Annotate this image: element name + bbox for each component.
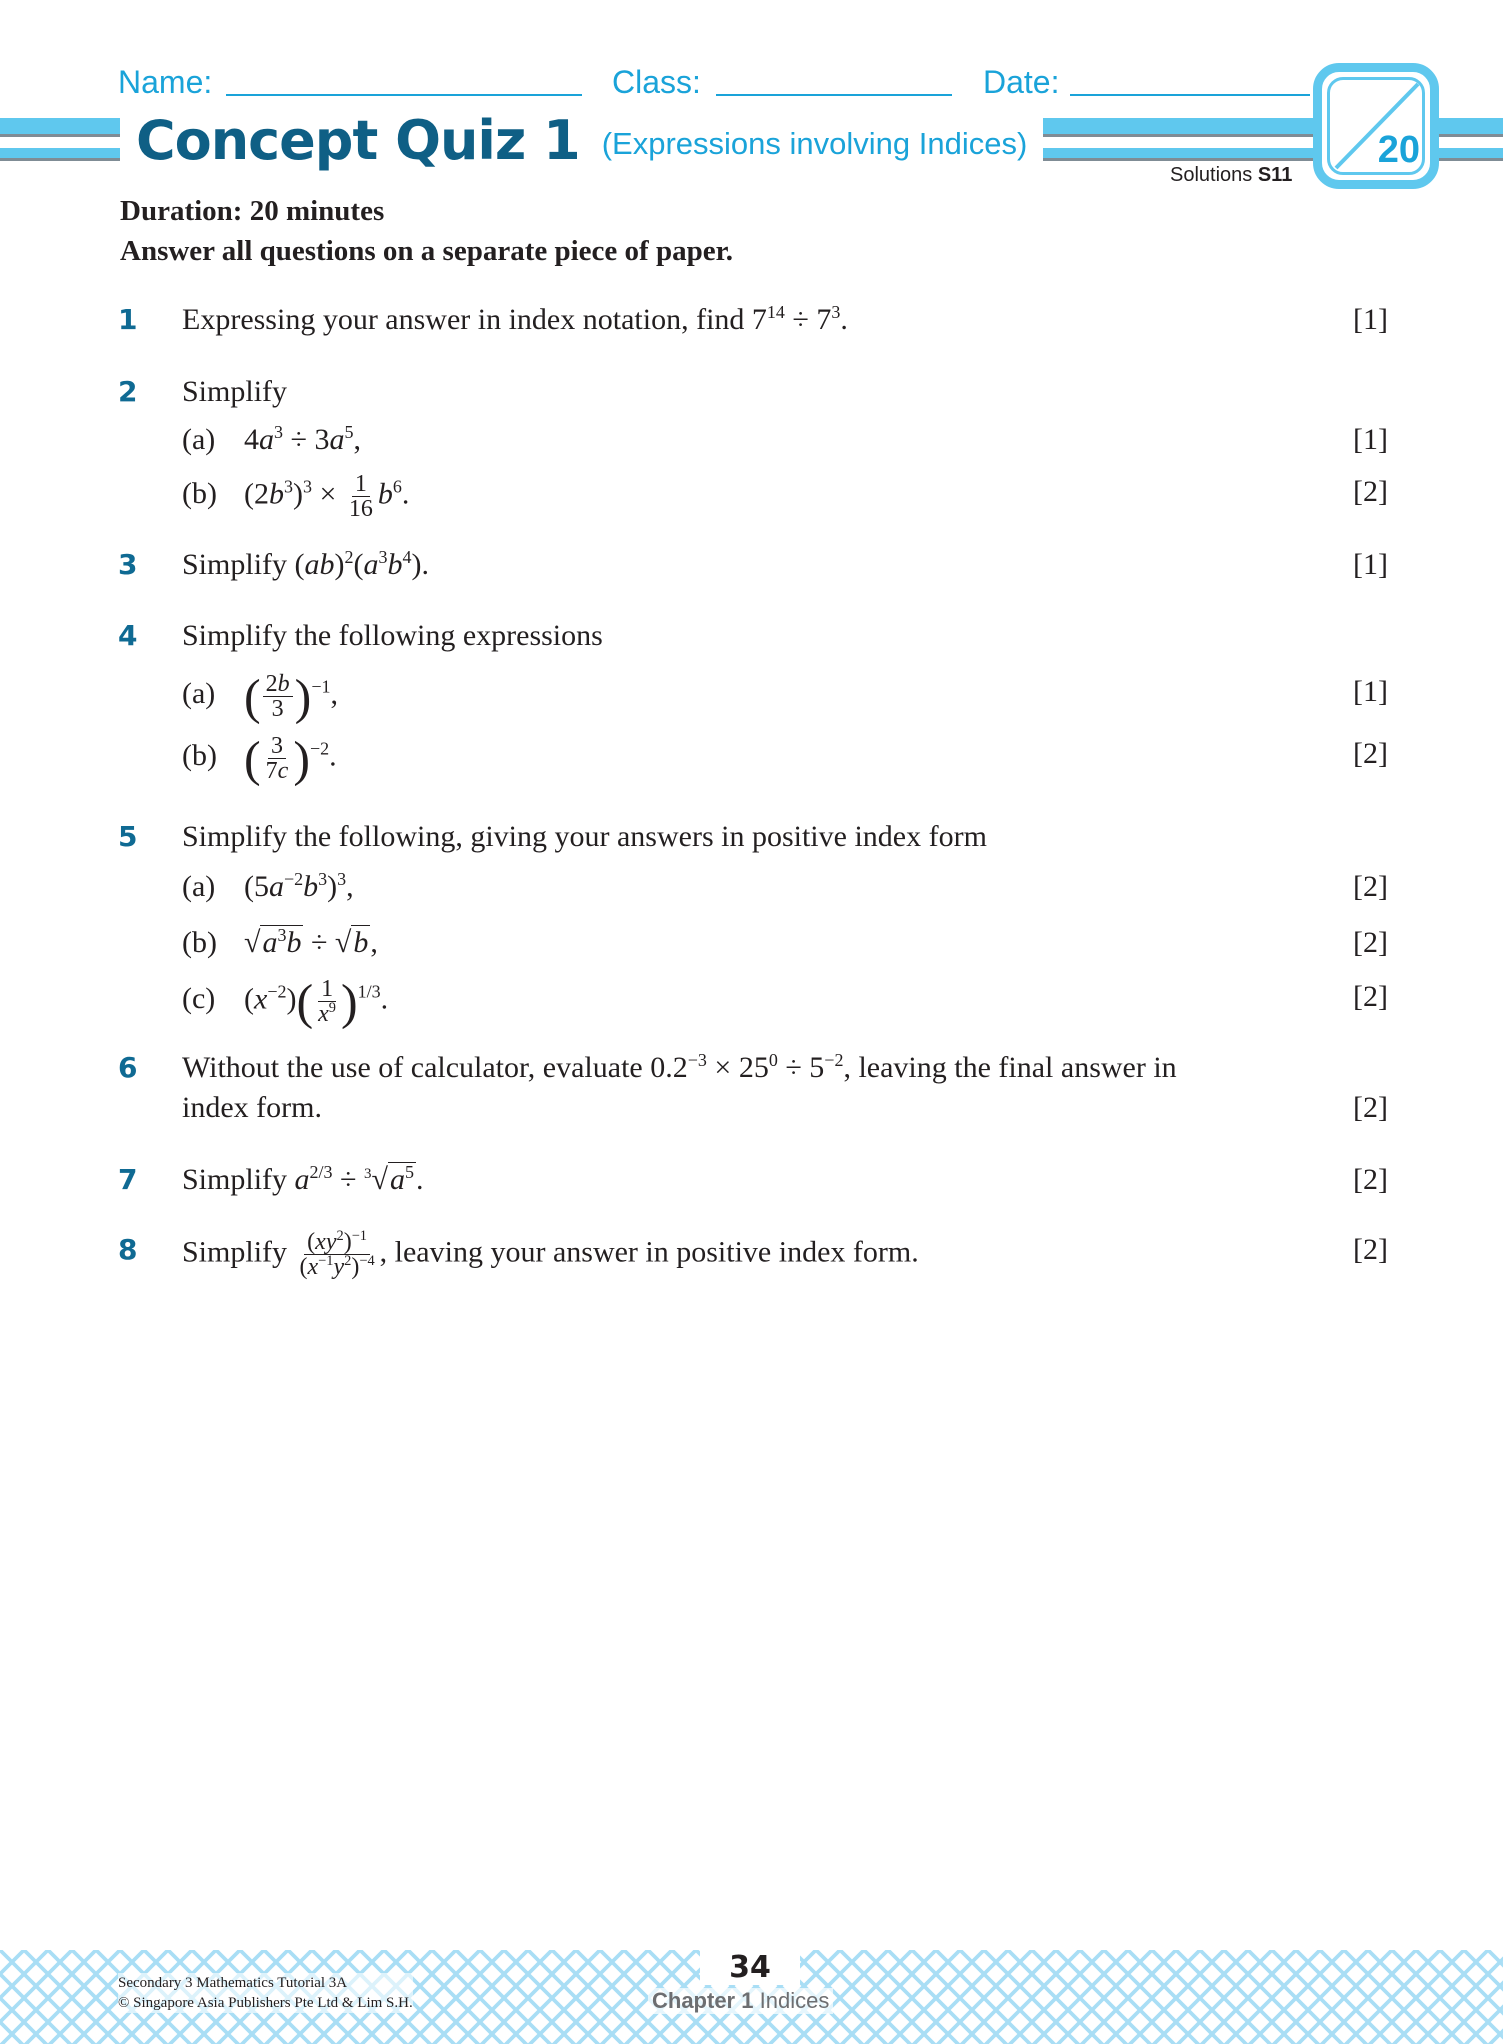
question-text-cont: index form. bbox=[182, 1091, 322, 1124]
question-4 bbox=[118, 616, 1388, 786]
question-text: Simplify $\frac{(xy^2)^{-1}}{(x^{-1}y^2)^{-4}}$ , leaving your answer in positive index form. bbox=[182, 1228, 919, 1280]
question-text: Simplify $(ab)^2(a^3b^4)$. bbox=[182, 547, 430, 581]
solutions-reference bbox=[1170, 164, 1292, 187]
footer-credits bbox=[118, 1973, 413, 2013]
question-text: Simplify $a^{2/3} \div ^3√a^5$. bbox=[182, 1162, 424, 1196]
solutions-label: Solutions bbox=[1170, 164, 1253, 186]
quiz-title-block bbox=[120, 105, 1043, 175]
question-mark: [2] bbox=[1353, 980, 1388, 1013]
question-mark: [2] bbox=[1353, 475, 1388, 508]
question-number: 1 bbox=[118, 303, 138, 336]
question-6 bbox=[118, 1048, 1388, 1128]
question-number: 8 bbox=[118, 1233, 138, 1266]
question-5 bbox=[118, 817, 1388, 1030]
question-text: Simplify the following expressions bbox=[182, 619, 603, 652]
subpart-5b: (b) $√a^3b \div √b$, bbox=[182, 925, 378, 959]
quiz-title: Concept Quiz 1 bbox=[136, 108, 580, 172]
question-1 bbox=[118, 300, 1388, 340]
subpart-4a: (a) ( $\frac{2b}{3}$ )$^{-1}$, bbox=[182, 668, 338, 725]
name-label: Name: bbox=[118, 64, 213, 100]
question-mark: [2] bbox=[1353, 926, 1388, 959]
name-field-line[interactable] bbox=[226, 94, 582, 96]
subpart-5c: (c) $(x^{-2})$( $\frac{1}{x^9}$ )$^{1/3}$. bbox=[182, 973, 389, 1030]
subpart-2b: (b) $(2b^3)^3$ × $\frac{1}{16}$ $b^6$. bbox=[182, 471, 410, 522]
subpart-2a: (a) $4a^3 \div 3a^5$, bbox=[182, 422, 361, 456]
date-label: Date: bbox=[983, 64, 1060, 100]
subpart-5a: (a) $(5a^{-2}b^3)^3$, bbox=[182, 869, 354, 903]
total-marks: 20 bbox=[1377, 129, 1420, 171]
solutions-code: S11 bbox=[1257, 164, 1293, 186]
question-text: Without the use of calculator, evaluate $0.2^{-3} \times 25^0 \div 5^{-2}$, leaving the final answer in bbox=[182, 1050, 1177, 1084]
question-8 bbox=[118, 1230, 1388, 1280]
question-number: 3 bbox=[118, 548, 138, 581]
question-7 bbox=[118, 1160, 1388, 1200]
quiz-subtitle: (Expressions involving Indices) bbox=[601, 126, 1028, 161]
question-2 bbox=[118, 372, 1388, 522]
question-text: Expressing your answer in index notation, find $7^{14} \div 7^3$. bbox=[182, 302, 848, 336]
question-text: Simplify the following, giving your answers in positive index form bbox=[182, 820, 987, 853]
question-mark: [1] bbox=[1353, 548, 1388, 581]
question-3 bbox=[118, 545, 1388, 585]
question-mark: [2] bbox=[1353, 1091, 1388, 1124]
question-mark: [2] bbox=[1353, 1163, 1388, 1196]
question-mark: [2] bbox=[1353, 870, 1388, 903]
question-mark: [1] bbox=[1353, 675, 1388, 708]
duration-text: Duration: 20 minutes bbox=[120, 195, 385, 227]
class-field-line[interactable] bbox=[716, 94, 952, 96]
question-mark: [2] bbox=[1353, 1233, 1388, 1266]
question-mark: [1] bbox=[1353, 303, 1388, 336]
question-number: 2 bbox=[118, 375, 138, 408]
date-field-line[interactable] bbox=[1070, 94, 1310, 96]
chapter-label: Chapter 1 Indices bbox=[648, 1988, 833, 2014]
question-text: Simplify bbox=[182, 375, 288, 408]
question-number: 5 bbox=[118, 820, 138, 853]
class-label: Class: bbox=[612, 64, 701, 100]
question-number: 4 bbox=[118, 619, 138, 652]
question-number: 7 bbox=[118, 1163, 138, 1196]
score-box[interactable] bbox=[1313, 63, 1439, 189]
subpart-4b: (b) ( $\frac{3}{7c}$ )$^{-2}$. bbox=[182, 730, 337, 787]
page-number: 34 bbox=[700, 1950, 800, 1985]
instructions-text: Answer all questions on a separate piece of paper. bbox=[120, 235, 734, 267]
book-title: Secondary 3 Mathematics Tutorial 3A bbox=[118, 1975, 348, 1991]
copyright-text: © Singapore Asia Publishers Pte Ltd & Lim S.H. bbox=[118, 1995, 413, 2011]
question-number: 6 bbox=[118, 1051, 138, 1084]
question-mark: [1] bbox=[1353, 423, 1388, 456]
question-mark: [2] bbox=[1353, 737, 1388, 770]
